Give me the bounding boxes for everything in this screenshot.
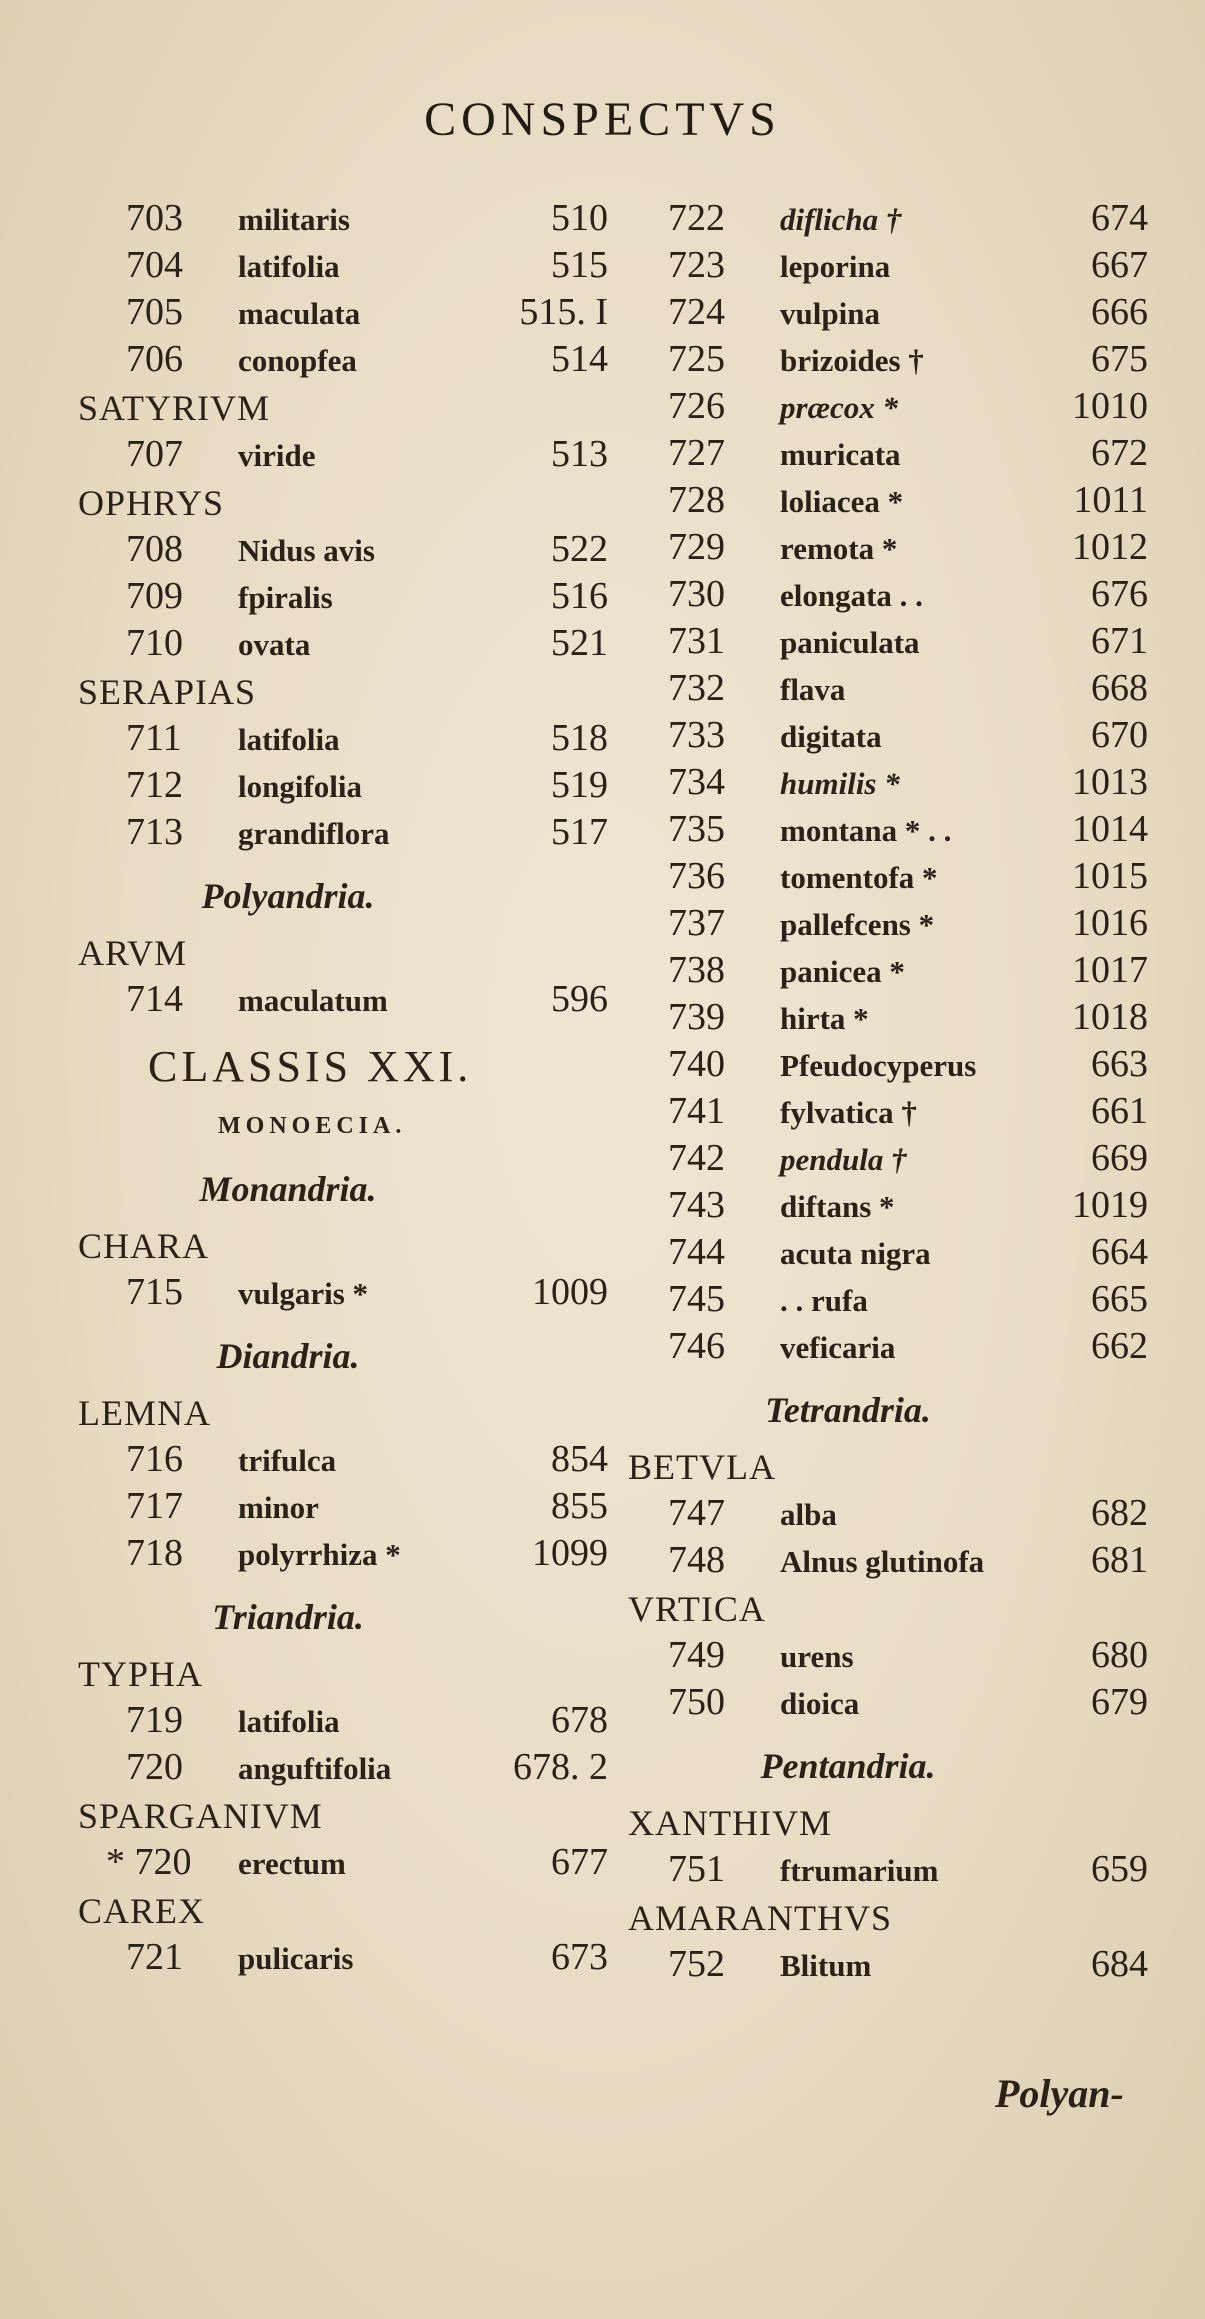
entry-number: 721 [126, 1936, 183, 1978]
page-reference: 521 [551, 622, 608, 664]
species-name: brizoides † [780, 343, 924, 378]
species-name: alba [780, 1497, 837, 1532]
species-entry [628, 572, 1148, 619]
species-name: hirta * [780, 1001, 869, 1036]
entry-number: 734 [668, 761, 725, 803]
species-entry [78, 574, 608, 621]
page-reference: 510 [551, 197, 608, 239]
entry-number: 745 [668, 1278, 725, 1320]
genus-heading: CHARA [78, 1226, 210, 1266]
species-entry [78, 621, 608, 668]
page-reference: 1011 [1073, 479, 1148, 521]
page-reference: 1099 [532, 1532, 608, 1574]
species-name: polyrrhiza * [238, 1537, 401, 1572]
species-entry [628, 760, 1148, 807]
species-name: ovata [238, 627, 311, 662]
entry-number: 726 [668, 385, 725, 427]
species-name: minor [238, 1490, 319, 1525]
page-reference: 681 [1091, 1539, 1148, 1581]
entry-number: 733 [668, 714, 725, 756]
species-entry [78, 290, 608, 337]
species-name: latifolia [238, 722, 340, 757]
order-heading: Triandria. [212, 1597, 364, 1637]
species-name: militaris [238, 202, 350, 237]
page-reference: 1019 [1072, 1184, 1148, 1226]
entry-number: 711 [126, 717, 182, 759]
page-reference: 1016 [1072, 902, 1148, 944]
entry-number: 740 [668, 1043, 725, 1085]
entry-number: 727 [668, 432, 725, 474]
species-name: longifolia [238, 769, 363, 804]
species-name: Nidus avis [238, 533, 375, 568]
entry-number: 725 [668, 338, 725, 380]
entry-number: 715 [126, 1271, 183, 1313]
entry-number: 750 [668, 1681, 725, 1723]
species-entry [628, 713, 1148, 760]
species-name: flava [780, 672, 846, 707]
species-entry [628, 901, 1148, 948]
species-entry [78, 243, 608, 290]
entry-number: 730 [668, 573, 725, 615]
species-name: tomentofa * [780, 860, 938, 895]
page-reference: 596 [551, 978, 608, 1020]
species-entry [628, 243, 1148, 290]
species-entry [628, 1942, 1148, 1989]
species-name: conopfea [238, 343, 357, 378]
page-reference: 671 [1091, 620, 1148, 662]
page-reference: 672 [1091, 432, 1148, 474]
species-name: dioica [780, 1686, 860, 1721]
species-name: Pfeudocyperus [780, 1048, 977, 1083]
entry-number: 710 [126, 622, 183, 664]
entry-number: 714 [126, 978, 183, 1020]
species-entry [78, 763, 608, 810]
species-name: digitata [780, 719, 882, 754]
order-heading: Monandria. [199, 1169, 377, 1209]
page-reference: 522 [551, 528, 608, 570]
page-reference: 1015 [1072, 855, 1148, 897]
entry-number: 735 [668, 808, 725, 850]
page-reference: 673 [551, 1936, 608, 1978]
entry-number: 719 [126, 1699, 183, 1741]
genus-heading: SATYRIVM [78, 388, 271, 428]
class-heading: CLASSIS XXI. [148, 1042, 473, 1091]
species-name: pendula † [780, 1142, 907, 1177]
right-column [628, 196, 1148, 1989]
species-entry [628, 807, 1148, 854]
entry-number: 704 [126, 244, 183, 286]
species-entry [628, 854, 1148, 901]
entry-number: 752 [668, 1943, 725, 1985]
species-entry [628, 1633, 1148, 1680]
species-entry [78, 1698, 608, 1745]
entry-number: 743 [668, 1184, 725, 1226]
entry-number: 738 [668, 949, 725, 991]
genus-heading: BETVLA [628, 1447, 776, 1487]
page-reference: 662 [1091, 1325, 1148, 1367]
species-entry [628, 1136, 1148, 1183]
page-reference: 513 [551, 433, 608, 475]
species-name: ftrumarium [780, 1853, 939, 1888]
order-heading: Pentandria. [760, 1746, 936, 1786]
species-name: pulicaris [238, 1941, 354, 1976]
species-name: urens [780, 1639, 854, 1674]
entry-number: 707 [126, 433, 183, 475]
species-name: diflicha † [780, 202, 902, 237]
page-reference: 855 [551, 1485, 608, 1527]
page-reference: 668 [1091, 667, 1148, 709]
left-column [78, 196, 608, 1982]
page-reference: 1009 [532, 1271, 608, 1313]
species-name: acuta nigra [780, 1236, 931, 1271]
species-entry [628, 1324, 1148, 1371]
genus-heading: TYPHA [78, 1654, 204, 1694]
catchword: Polyan- [995, 2071, 1124, 2116]
species-entry [628, 196, 1148, 243]
species-name: diftans * [780, 1189, 895, 1224]
entry-number: 732 [668, 667, 725, 709]
entry-number: 713 [126, 811, 183, 853]
page-reference: 515. I [519, 291, 608, 333]
entry-number: 705 [126, 291, 183, 333]
species-entry [78, 1840, 608, 1887]
page-reference: 518 [551, 717, 608, 759]
species-name: fpiralis [238, 580, 333, 615]
species-name: maculata [238, 296, 361, 331]
species-name: Alnus glutinofa [780, 1544, 985, 1579]
species-name: paniculata [780, 625, 920, 660]
entry-number: 709 [126, 575, 183, 617]
entry-number: 718 [126, 1532, 183, 1574]
species-name: humilis * [780, 766, 900, 801]
entry-number: 712 [126, 764, 183, 806]
genus-heading: OPHRYS [78, 483, 225, 523]
species-entry [628, 525, 1148, 572]
species-name: fylvatica † [780, 1095, 917, 1130]
entry-number: 741 [668, 1090, 725, 1132]
entry-number: 723 [668, 244, 725, 286]
page-reference: 659 [1091, 1848, 1148, 1890]
page-reference: 666 [1091, 291, 1148, 333]
entry-number: 706 [126, 338, 183, 380]
species-entry [628, 478, 1148, 525]
species-name: . . rufa [780, 1283, 868, 1318]
page-reference: 1010 [1072, 385, 1148, 427]
species-entry [628, 666, 1148, 713]
page-reference: 854 [551, 1438, 608, 1480]
species-name: Blitum [780, 1948, 872, 1983]
page-reference: 663 [1091, 1043, 1148, 1085]
species-name: montana * . . [780, 813, 952, 848]
species-name: latifolia [238, 1704, 340, 1739]
entry-number: 729 [668, 526, 725, 568]
entry-number: 722 [668, 197, 725, 239]
entry-number: 747 [668, 1492, 725, 1534]
page-reference: 515 [551, 244, 608, 286]
species-name: leporina [780, 249, 891, 284]
species-entry [78, 1745, 608, 1792]
species-name: pallefcens * [780, 907, 935, 942]
entry-number: 724 [668, 291, 725, 333]
page-reference: 1012 [1072, 526, 1148, 568]
genus-heading: LEMNA [78, 1393, 211, 1433]
genus-heading: XANTHIVM [628, 1803, 832, 1843]
genus-heading: AMARANTHVS [628, 1898, 893, 1938]
page-reference: 664 [1091, 1231, 1148, 1273]
species-name: latifolia [238, 249, 340, 284]
genus-heading: CAREX [78, 1891, 206, 1931]
page-reference: 678. 2 [513, 1746, 608, 1788]
entry-number: 720 [126, 1746, 183, 1788]
species-name: grandiflora [238, 816, 390, 851]
page-reference: 514 [551, 338, 608, 380]
species-entry [628, 619, 1148, 666]
species-entry [78, 1484, 608, 1531]
species-entry [628, 1277, 1148, 1324]
entry-number: 703 [126, 197, 183, 239]
species-entry [78, 1437, 608, 1484]
entry-number: * 720 [106, 1841, 192, 1883]
species-entry [78, 810, 608, 857]
species-entry [78, 337, 608, 384]
species-name: loliacea * [780, 484, 904, 519]
page-reference: 516 [551, 575, 608, 617]
page-header: CONSPECTVS [424, 93, 781, 146]
page-reference: 517 [551, 811, 608, 853]
species-entry [628, 1230, 1148, 1277]
order-heading: Tetrandria. [765, 1390, 931, 1430]
species-entry [78, 527, 608, 574]
species-entry [628, 337, 1148, 384]
species-entry [628, 1491, 1148, 1538]
species-entry [628, 1538, 1148, 1585]
entry-number: 739 [668, 996, 725, 1038]
species-name: muricata [780, 437, 901, 472]
page-reference: 665 [1091, 1278, 1148, 1320]
page-reference: 667 [1091, 244, 1148, 286]
species-name: maculatum [238, 983, 388, 1018]
entry-number: 742 [668, 1137, 725, 1179]
species-entry [78, 1270, 608, 1317]
species-entry [78, 196, 608, 243]
species-entry [78, 1935, 608, 1982]
genus-heading: ARVM [78, 933, 188, 973]
entry-number: 736 [668, 855, 725, 897]
order-heading: Polyandria. [201, 876, 375, 916]
page-reference: 675 [1091, 338, 1148, 380]
entry-number: 737 [668, 902, 725, 944]
entry-number: 731 [668, 620, 725, 662]
entry-number: 728 [668, 479, 725, 521]
species-name: vulgaris * [238, 1276, 369, 1311]
species-entry [628, 1847, 1148, 1894]
page-reference: 1013 [1072, 761, 1148, 803]
species-entry [628, 1089, 1148, 1136]
species-entry [628, 290, 1148, 337]
page-reference: 678 [551, 1699, 608, 1741]
species-entry [78, 977, 608, 1024]
species-name: præcox * [780, 390, 898, 425]
page-reference: 1014 [1072, 808, 1148, 850]
entry-number: 744 [668, 1231, 725, 1273]
order-heading: Diandria. [216, 1336, 360, 1376]
species-name: viride [238, 438, 316, 473]
entry-number: 716 [126, 1438, 183, 1480]
species-name: veficaria [780, 1330, 896, 1365]
page-reference: 677 [551, 1841, 608, 1883]
species-entry [628, 1183, 1148, 1230]
page-reference: 670 [1091, 714, 1148, 756]
species-name: erectum [238, 1846, 346, 1881]
species-entry [628, 995, 1148, 1042]
page-reference: 661 [1091, 1090, 1148, 1132]
species-entry [78, 1531, 608, 1578]
page-reference: 1017 [1072, 949, 1148, 991]
species-entry [628, 1042, 1148, 1089]
page-reference: 519 [551, 764, 608, 806]
genus-heading: SPARGANIVM [78, 1796, 323, 1836]
species-entry [628, 948, 1148, 995]
species-name: remota * [780, 531, 898, 566]
page-reference: 674 [1091, 197, 1148, 239]
entry-number: 717 [126, 1485, 183, 1527]
species-name: panicea * [780, 954, 905, 989]
page-reference: 682 [1091, 1492, 1148, 1534]
page-reference: 684 [1091, 1943, 1148, 1985]
species-entry [628, 431, 1148, 478]
page-reference: 679 [1091, 1681, 1148, 1723]
entry-number: 746 [668, 1325, 725, 1367]
species-name: elongata . . [780, 578, 923, 613]
entry-number: 749 [668, 1634, 725, 1676]
genus-heading: VRTICA [628, 1589, 766, 1629]
genus-heading: SERAPIAS [78, 672, 257, 712]
class-name: MONOECIA. [218, 1113, 407, 1139]
species-entry [78, 432, 608, 479]
species-name: trifulca [238, 1443, 337, 1478]
species-entry [628, 384, 1148, 431]
species-entry [628, 1680, 1148, 1727]
page-reference: 676 [1091, 573, 1148, 615]
species-name: vulpina [780, 296, 880, 331]
page-reference: 1018 [1072, 996, 1148, 1038]
page-reference: 680 [1091, 1634, 1148, 1676]
species-entry [78, 716, 608, 763]
entry-number: 748 [668, 1539, 725, 1581]
species-name: anguftifolia [238, 1751, 392, 1786]
page-reference: 669 [1091, 1137, 1148, 1179]
entry-number: 708 [126, 528, 183, 570]
entry-number: 751 [668, 1848, 725, 1890]
